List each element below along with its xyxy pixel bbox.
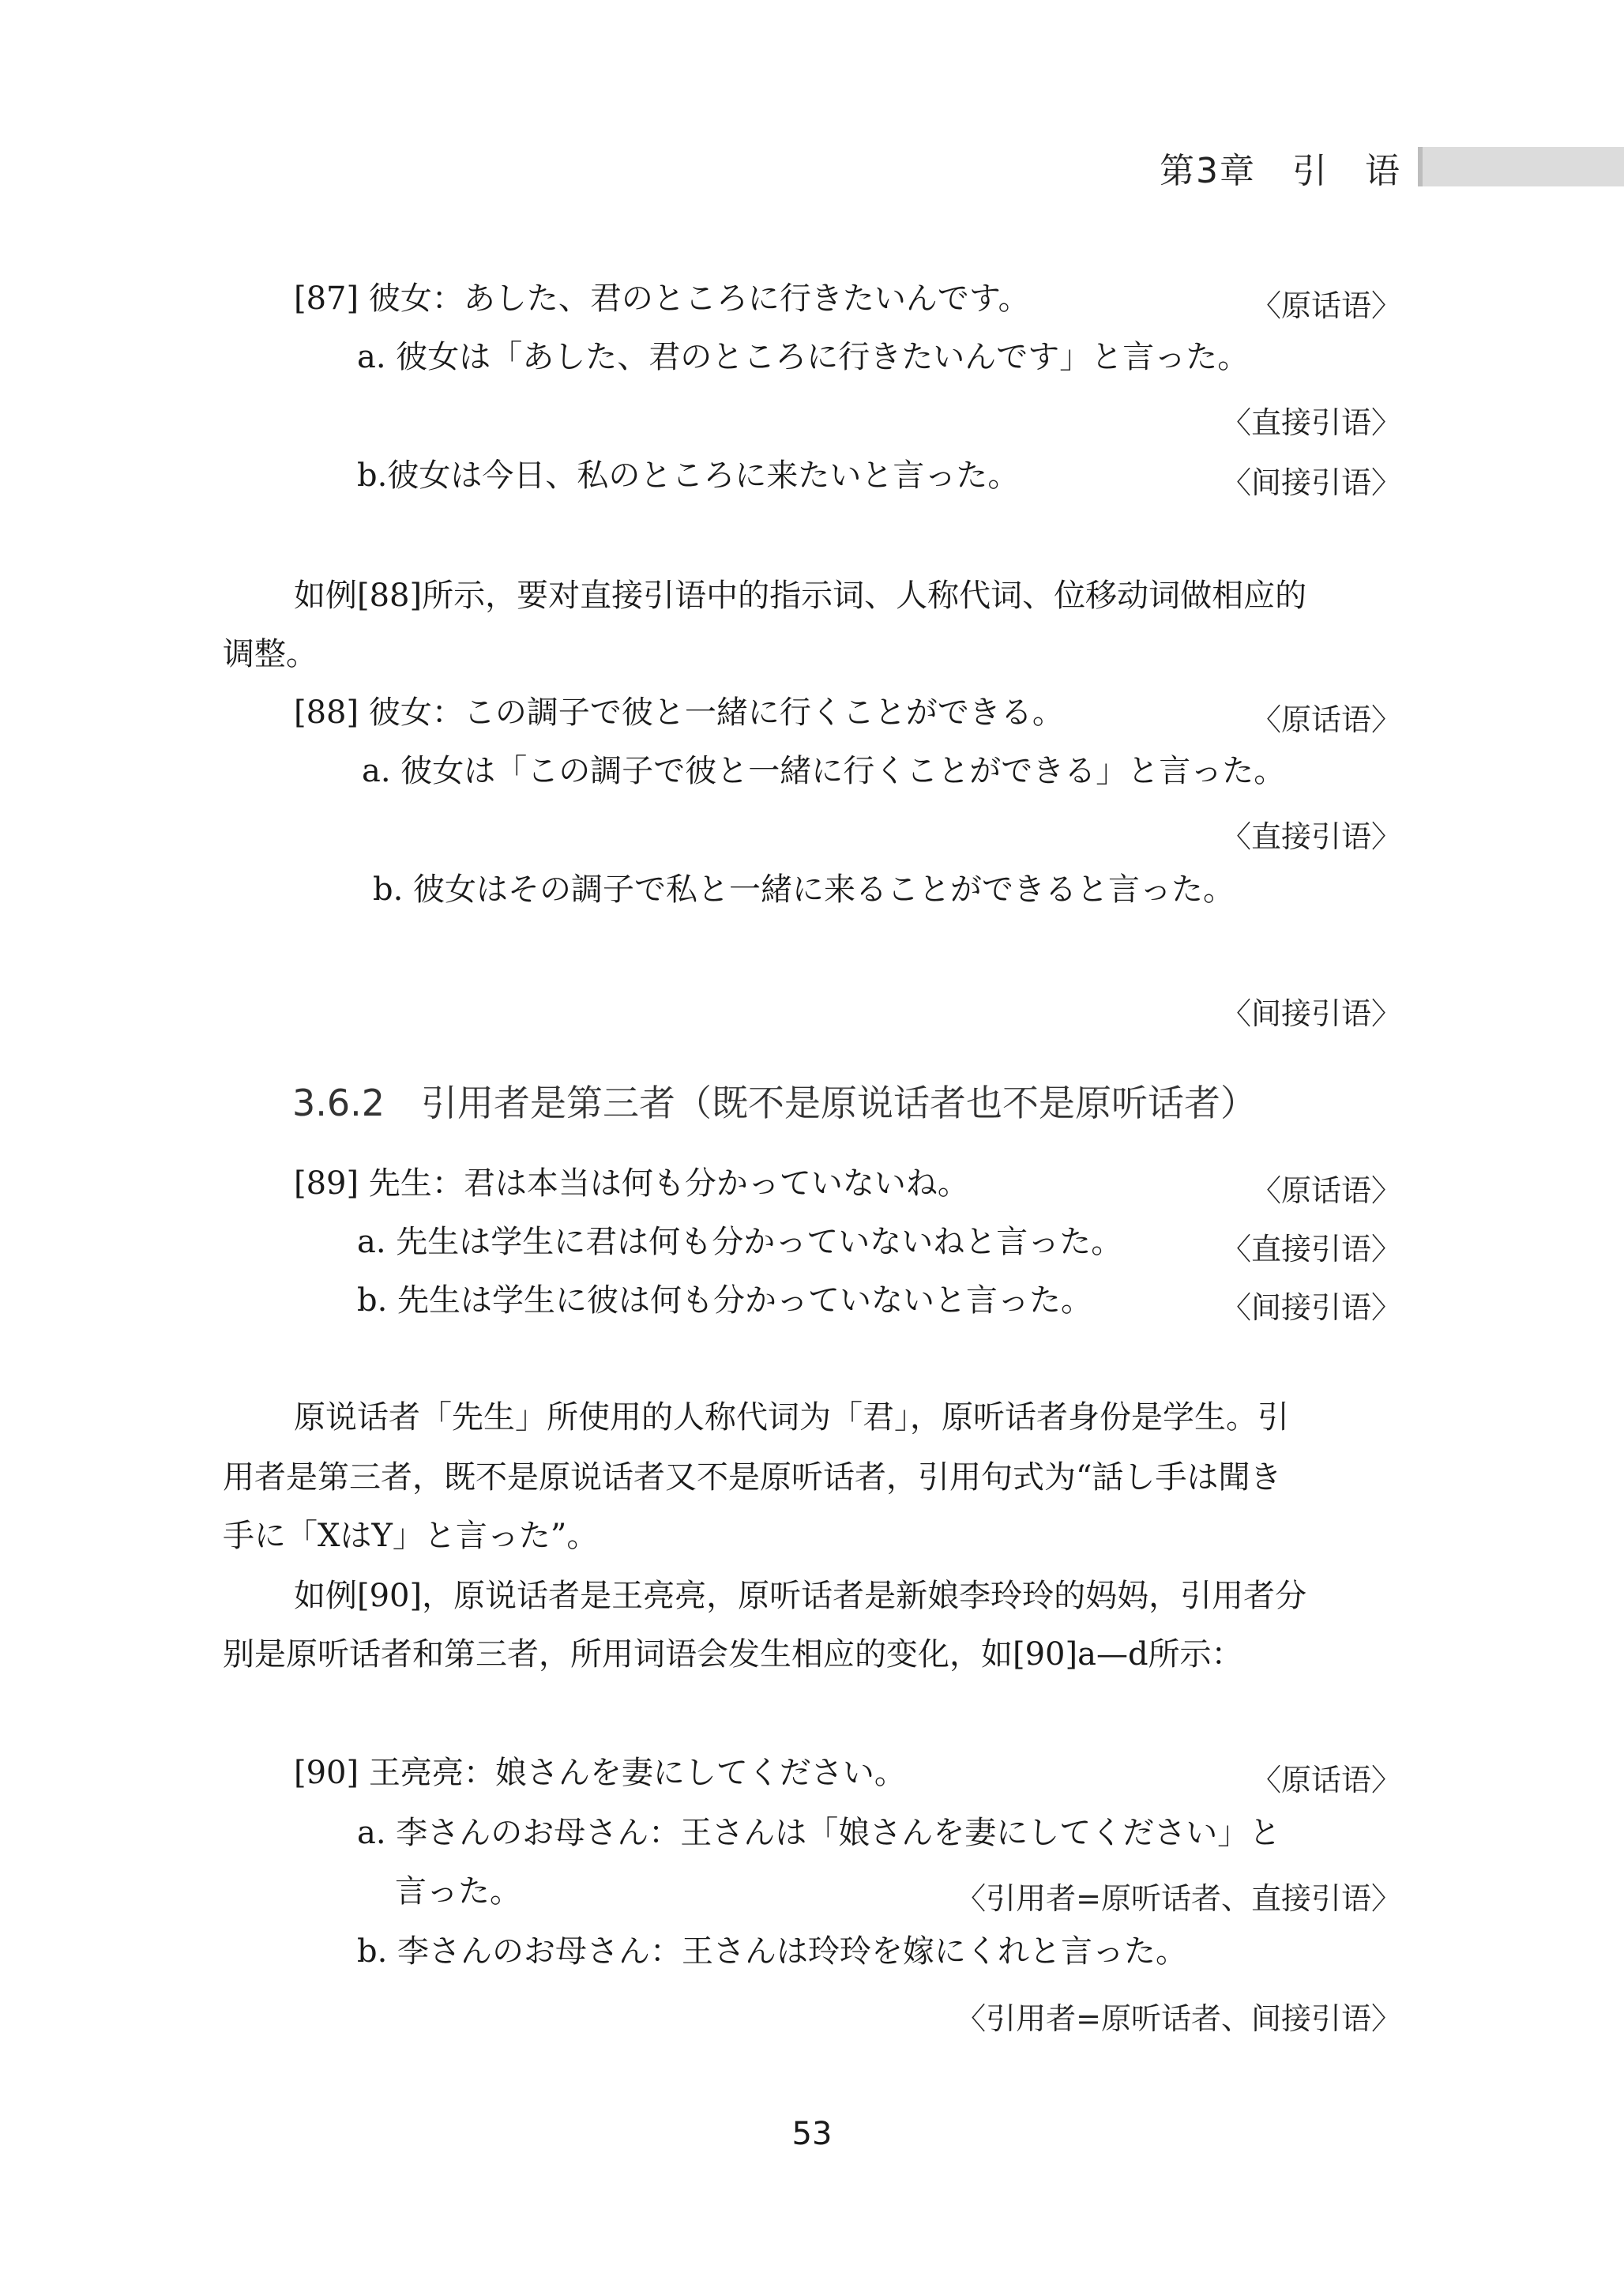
example-90a-line-1: a. 李さんのお母さん：王さんは「娘さんを妻にしてください」と xyxy=(357,1815,1281,1851)
example-89b-line: b. 先生は学生に彼は何も分かっていないと言った。 xyxy=(357,1282,1093,1319)
example-89-line: [89] 先生：君は本当は何も分かっていないね。 xyxy=(294,1165,969,1202)
example-88-line: [88] 彼女：この調子で彼と一緒に行くことができる。 xyxy=(294,694,1064,731)
paragraph-3-line-2: 别是原听话者和第三者，所用词语会发生相应的变化，如[90]a—d所示： xyxy=(223,1636,1243,1673)
example-88a-tag: 〈直接引语〉 xyxy=(1220,819,1401,854)
example-90-tag: 〈原话语〉 xyxy=(1250,1763,1401,1797)
example-87b-tag: 〈间接引语〉 xyxy=(1220,465,1401,500)
paragraph-3-line-1: 如例[90]，原说话者是王亮亮，原听话者是新娘李玲玲的妈妈，引用者分 xyxy=(294,1578,1307,1614)
example-87-line: [87] 彼女：あした、君のところに行きたいんです。 xyxy=(294,280,1030,317)
page-number: 53 xyxy=(791,2116,833,2152)
example-88b-line: b. 彼女はその調子で私と一緒に来ることができると言った。 xyxy=(373,871,1235,908)
example-87a-line: a. 彼女は「あした、君のところに行きたいんです」と言った。 xyxy=(357,339,1250,375)
example-90-line: [90] 王亮亮：娘さんを妻にしてください。 xyxy=(294,1755,906,1791)
example-90a-tag: 〈引用者=原听话者、直接引语〉 xyxy=(956,1881,1401,1916)
example-88-tag: 〈原话语〉 xyxy=(1250,702,1401,737)
header-decor-bar xyxy=(1418,147,1624,186)
example-88b-tag: 〈间接引语〉 xyxy=(1220,996,1401,1031)
example-90a-line-2: 言った。 xyxy=(395,1873,521,1910)
paragraph-2-line-2: 用者是第三者，既不是原说话者又不是原听话者，引用句式为“話し手は聞き xyxy=(223,1459,1282,1496)
example-89-tag: 〈原话语〉 xyxy=(1250,1173,1401,1208)
paragraph-2-line-1: 原说话者「先生」所使用的人称代词为「君」，原听话者身份是学生。引 xyxy=(294,1399,1289,1436)
chapter-title: 第3章 引 语 xyxy=(1160,151,1401,191)
example-89a-tag: 〈直接引语〉 xyxy=(1220,1232,1401,1266)
paragraph-1-line-1: 如例[88]所示，要对直接引语中的指示词、人称代词、位移动词做相应的 xyxy=(294,578,1307,614)
example-88a-line: a. 彼女は「この調子で彼と一緒に行くことができる」と言った。 xyxy=(362,753,1286,789)
example-90b-line: b. 李さんのお母さん：王さんは玲玲を嫁にくれと言った。 xyxy=(357,1933,1188,1970)
example-90b-tag: 〈引用者=原听话者、间接引语〉 xyxy=(956,2001,1401,2036)
paragraph-1-line-2: 调整。 xyxy=(223,636,318,672)
example-87a-tag: 〈直接引语〉 xyxy=(1220,405,1401,440)
example-87b-line: b.彼女は今日、私のところに来たいと言った。 xyxy=(357,457,1020,494)
example-89b-tag: 〈间接引语〉 xyxy=(1220,1290,1401,1325)
example-89a-line: a. 先生は学生に君は何も分かっていないねと言った。 xyxy=(357,1224,1123,1260)
section-heading: 3.6.2 引用者是第三者（既不是原说话者也不是原听话者） xyxy=(292,1082,1257,1124)
example-87-tag: 〈原话语〉 xyxy=(1250,288,1401,323)
paragraph-2-line-3: 手に「XはY」と言った”。 xyxy=(223,1518,599,1554)
